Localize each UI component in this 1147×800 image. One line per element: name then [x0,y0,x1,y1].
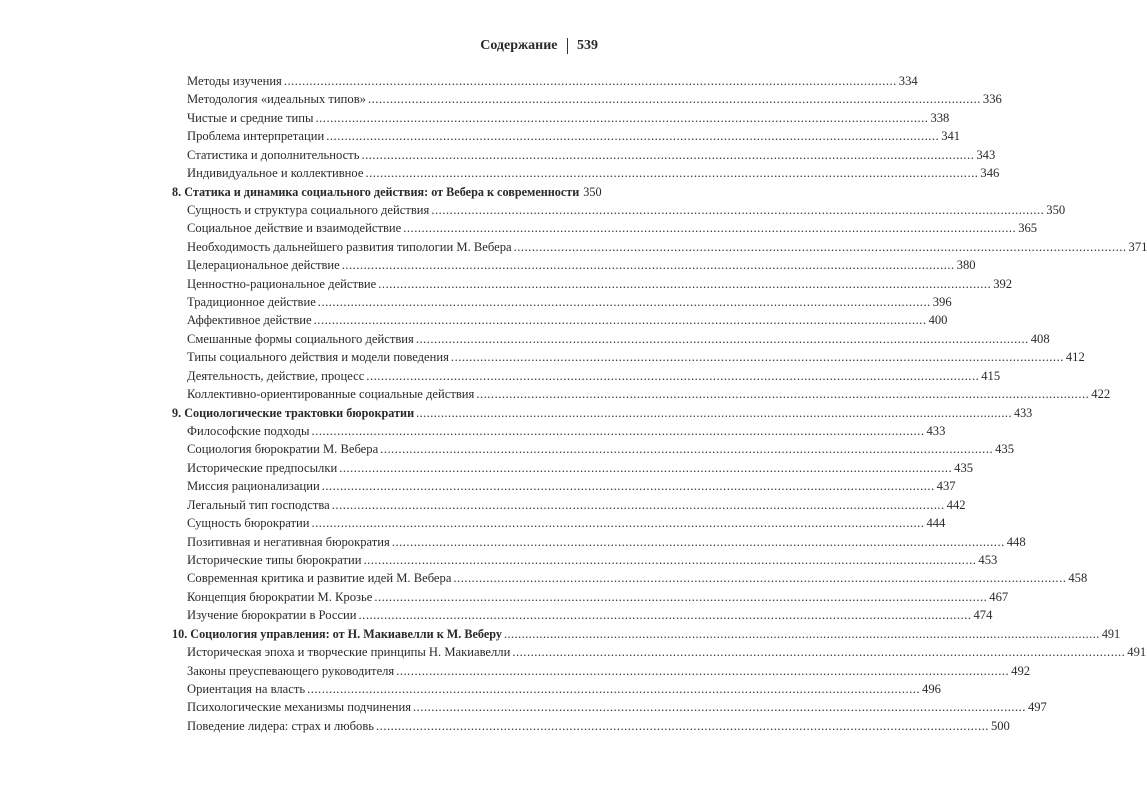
entry-title: Изучение бюрократии в России [187,608,357,623]
toc-entry [172,662,1031,680]
dot-leader [431,201,1044,219]
entry-title: Социальное действие и взаимодействие [187,221,402,236]
entry-page: 453 [978,552,998,567]
entry-title: 10. Социология управления: от Н. Макиавелли к М. Веберу [172,626,502,641]
toc-entry [172,533,1026,551]
dot-leader [307,680,920,698]
toc-chapter [172,404,1033,422]
toc-entry [172,459,974,477]
entry-page: 365 [1018,221,1038,236]
entry-title: Коллективно-ориентированные социальные действия [187,387,475,402]
entry-title: Индивидуальное и коллективное [187,166,364,181]
entry-title: Ориентация на власть [187,681,306,696]
toc-entry [172,127,961,145]
toc-entry [172,90,1002,108]
entry-page: 341 [941,129,961,144]
dot-leader [314,311,927,329]
entry-title: Поведение лидера: страх и любовь [187,718,375,733]
dot-leader [359,606,972,624]
toc-entry [172,146,996,164]
entry-page: 415 [981,368,1001,383]
toc-entry [172,219,1038,237]
dot-leader [504,625,1100,643]
entry-page: 334 [898,74,918,88]
dot-leader [416,330,1029,348]
dot-leader [403,219,1016,237]
toc-entry [172,109,950,127]
entry-title: Традиционное действие [187,295,316,310]
toc-entry [172,477,956,495]
toc-entry [172,551,998,569]
entry-title: Историческая эпоха и творческие принципы Н. Макиавелли [187,645,511,660]
dot-leader [365,164,978,182]
entry-page: 437 [936,479,956,494]
dot-leader [376,717,989,735]
entry-title: Типы социального действия и модели поведения [187,350,449,365]
entry-page: 442 [946,497,966,512]
entry-page: 408 [1030,331,1050,346]
toc-entry [172,201,1066,219]
toc-entry [172,588,1009,606]
entry-page: 422 [1091,387,1111,402]
entry-title: Исторические предпосылки [187,460,338,475]
entry-title: Законы преуспевающего руководителя [187,663,395,678]
dot-leader [316,109,929,127]
toc-entry [172,698,1047,716]
header-title: Содержание [480,38,558,53]
entry-title: Целерациональное действие [187,258,340,273]
dot-leader [368,90,981,108]
entry-title: Проблема интерпретации [187,129,325,144]
dot-leader [366,367,979,385]
toc-chapter [172,625,1121,643]
page-number: 539 [577,38,598,53]
entry-title: Позитивная и негативная бюрократия [187,534,390,549]
entry-page: 433 [1013,405,1033,420]
dot-leader [514,238,1127,256]
entry-page: 392 [993,276,1013,291]
entry-page: 435 [995,442,1014,457]
entry-page: 448 [1006,534,1026,549]
entry-title: Необходимость дальнейшего развития типологии М. Вебера [187,239,512,254]
entry-title: Смешанные формы социального действия [187,331,414,346]
entry-page: 346 [980,166,1000,181]
dot-leader [312,422,925,440]
entry-page: 458 [1068,571,1088,586]
entry-title: Методы изучения [187,74,282,88]
dot-leader [312,514,925,532]
entry-page: 444 [926,516,946,531]
toc-entry [172,164,1000,182]
entry-page: 435 [954,460,974,475]
entry-page: 343 [976,147,996,162]
table-of-contents [172,72,1147,735]
toc-entry [172,422,946,440]
toc-entry [172,440,1014,458]
entry-page: 396 [932,295,952,310]
toc-chapter [172,183,602,201]
dot-leader [326,127,939,145]
dot-leader [413,698,1026,716]
dot-leader [396,662,1009,680]
dot-leader [451,348,1064,366]
toc-entry [172,643,1147,661]
dot-leader [318,293,931,311]
toc-entry [172,348,1085,366]
dot-leader [322,477,935,495]
dot-leader [380,440,993,458]
entry-title: Статистика и дополнительность [187,147,360,162]
entry-page: 497 [1027,700,1047,715]
entry-title: Методология «идеальных типов» [187,92,366,107]
entry-page: 474 [973,608,993,623]
entry-title: Социология бюрократии М. Вебера [187,442,379,457]
dot-leader [416,404,1012,422]
entry-page: 338 [930,110,950,125]
entry-page: 467 [989,589,1009,604]
toc-entry [172,606,993,624]
entry-page: 380 [956,258,976,273]
entry-page: 492 [1011,663,1031,678]
toc-entry [172,72,918,90]
dot-leader [374,588,987,606]
dot-leader [392,533,1005,551]
dot-leader [284,72,897,90]
toc-entry [172,311,948,329]
entry-page: 371 [1128,239,1147,254]
dot-leader [363,551,976,569]
dot-leader [453,569,1066,587]
entry-title: Сущность бюрократии [187,516,310,531]
dot-leader [339,459,952,477]
toc-entry [172,238,1147,256]
entry-page: 350 [1046,202,1066,217]
entry-title: Психологические механизмы подчинения [187,700,412,715]
toc-entry [172,256,976,274]
entry-title: 9. Социологические трактовки бюрократии [172,405,415,420]
entry-page: 491 [1101,626,1121,641]
toc-entry [172,330,1050,348]
entry-page: 400 [928,313,948,328]
entry-title: Ценностно-рациональное действие [187,276,377,291]
toc-entry [172,680,941,698]
entry-page: 350 [583,184,602,199]
entry-title: Чистые и средние типы [187,110,314,125]
entry-page: 412 [1065,350,1085,365]
dot-leader [332,496,945,514]
running-header [480,38,598,54]
toc-entry [172,717,1010,735]
entry-title: 8. Статика и динамика социального действия: от Вебера к современности [172,184,580,199]
header-divider [567,38,569,54]
entry-page: 336 [982,92,1002,107]
toc-entry [172,275,1013,293]
dot-leader [378,275,991,293]
toc-entry [172,385,1111,403]
toc-entry [172,293,952,311]
dot-leader [361,146,974,164]
dot-leader [476,385,1089,403]
entry-page: 433 [926,424,946,439]
entry-title: Современная критика и развитие идей М. Вебера [187,571,452,586]
entry-title: Деятельность, действие, процесс [187,368,365,383]
entry-page: 491 [1127,645,1147,660]
entry-title: Сущность и структура социального действия [187,202,430,217]
toc-entry [172,514,946,532]
entry-title: Миссия рационализации [187,479,320,494]
dot-leader [512,643,1125,661]
entry-title: Аффективное действие [187,313,312,328]
entry-title: Философские подходы [187,424,310,439]
entry-page: 500 [990,718,1010,733]
toc-entry [172,367,1001,385]
entry-title: Исторические типы бюрократии [187,552,362,567]
toc-entry [172,569,1088,587]
toc-entry [172,496,966,514]
entry-title: Легальный тип господства [187,497,330,512]
entry-page: 496 [922,681,941,696]
entry-title: Концепция бюрократии М. Крозье [187,589,373,604]
dot-leader [342,256,955,274]
